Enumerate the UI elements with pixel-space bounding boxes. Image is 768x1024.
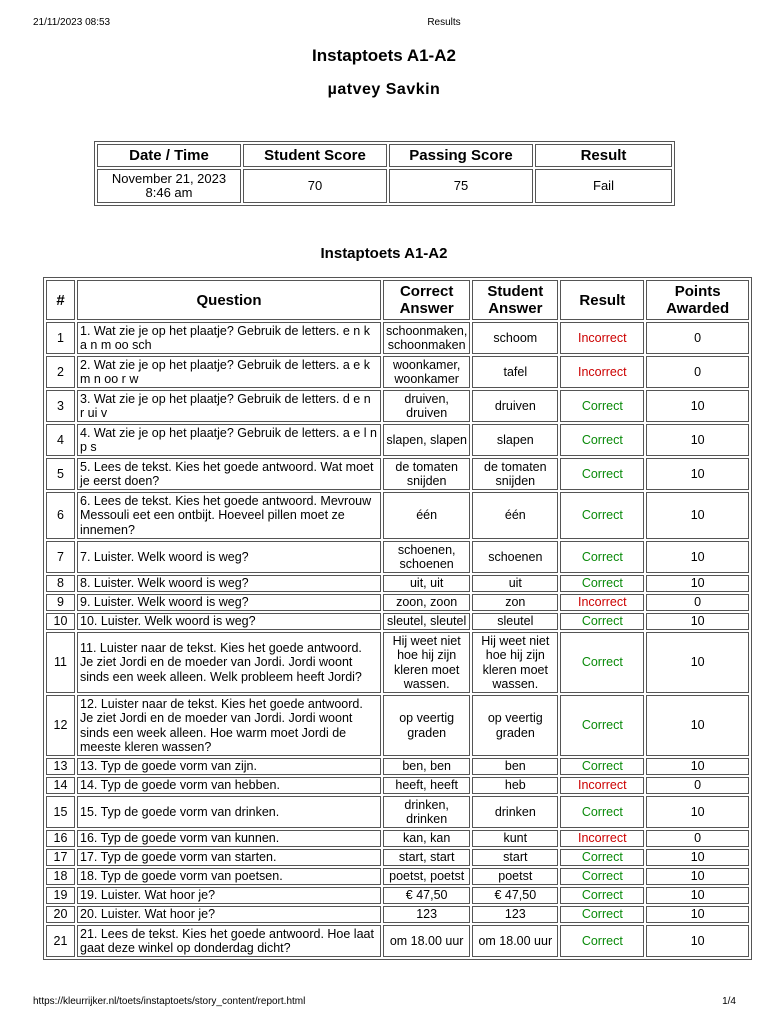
row-question: 13. Typ de goede vorm van zijn.	[77, 758, 381, 775]
page-title: Instaptoets A1-A2	[312, 46, 456, 65]
summary-datetime	[97, 169, 241, 203]
row-correct-answer: kan, kan	[383, 830, 470, 847]
row-student-answer: om 18.00 uur	[472, 925, 558, 957]
row-correct-answer: om 18.00 uur	[383, 925, 470, 957]
header-points: Points Awarded	[646, 280, 749, 320]
row-num: 13	[46, 758, 75, 775]
header-result: Result	[560, 280, 644, 320]
row-question: 3. Wat zie je op het plaatje? Gebruik de letters. d e n r ui v	[77, 390, 381, 422]
row-correct-answer: 123	[383, 906, 470, 923]
print-datetime: 21/11/2023 08:53	[33, 17, 111, 28]
row-correct-answer: zoon, zoon	[383, 594, 470, 611]
table-row	[46, 906, 749, 923]
summary-result: Fail	[535, 169, 672, 203]
row-points: 10	[646, 613, 749, 630]
table-row	[46, 695, 749, 756]
row-points: 0	[646, 594, 749, 611]
row-result: Correct	[560, 575, 644, 592]
row-student-answer: schoenen	[472, 541, 558, 573]
row-question: 20. Luister. Wat hoor je?	[77, 906, 381, 923]
header-num: #	[46, 280, 75, 320]
row-points: 10	[646, 758, 749, 775]
row-question: 2. Wat zie je op het plaatje? Gebruik de letters. a e k m n oo r w	[77, 356, 381, 388]
row-correct-answer: de tomaten snijden	[383, 458, 470, 490]
row-points: 10	[646, 424, 749, 456]
row-num: 14	[46, 777, 75, 794]
header-student-answer: Student Answer	[472, 280, 558, 320]
row-result: Correct	[560, 458, 644, 490]
row-question: 15. Typ de goede vorm van drinken.	[77, 796, 381, 828]
row-correct-answer: ben, ben	[383, 758, 470, 775]
row-student-answer: uit	[472, 575, 558, 592]
row-points: 10	[646, 492, 749, 539]
row-num: 16	[46, 830, 75, 847]
row-result: Incorrect	[560, 322, 644, 354]
table-row	[46, 777, 749, 794]
table-row	[46, 492, 749, 539]
summary-passing-score: 75	[389, 169, 533, 203]
row-result: Correct	[560, 613, 644, 630]
row-correct-answer: één	[383, 492, 470, 539]
header-question: Question	[77, 280, 381, 320]
summary-header-passing-score: Passing Score	[389, 144, 533, 167]
row-num: 10	[46, 613, 75, 630]
row-result: Correct	[560, 868, 644, 885]
row-correct-answer: drinken, drinken	[383, 796, 470, 828]
row-result: Correct	[560, 796, 644, 828]
row-result: Correct	[560, 541, 644, 573]
row-points: 10	[646, 887, 749, 904]
row-result: Incorrect	[560, 356, 644, 388]
row-num: 1	[46, 322, 75, 354]
row-points: 10	[646, 695, 749, 756]
row-num: 7	[46, 541, 75, 573]
row-correct-answer: heeft, heeft	[383, 777, 470, 794]
row-student-answer: € 47,50	[472, 887, 558, 904]
table-row	[46, 925, 749, 957]
row-question: 12. Luister naar de tekst. Kies het goede antwoord. Je ziet Jordi en de moeder van Jordi. Jordi woont sinds een week alleen. Hoe warm moet Jordi de meeste kleren wassen?	[77, 695, 381, 756]
row-question: 16. Typ de goede vorm van kunnen.	[77, 830, 381, 847]
table-row	[46, 458, 749, 490]
row-num: 6	[46, 492, 75, 539]
results-title: Instaptoets A1-A2	[320, 245, 448, 262]
header-correct-answer: Correct Answer	[383, 280, 470, 320]
row-question: 1. Wat zie je op het plaatje? Gebruik de letters. e n k a n m oo sch	[77, 322, 381, 354]
row-num: 19	[46, 887, 75, 904]
row-question: 18. Typ de goede vorm van poetsen.	[77, 868, 381, 885]
footer-url: https://kleurrijker.nl/toets/instaptoets/story_content/report.html	[33, 996, 306, 1007]
row-num: 8	[46, 575, 75, 592]
row-correct-answer: druiven, druiven	[383, 390, 470, 422]
row-student-answer: Hij weet niet hoe hij zijn kleren moet wassen.	[472, 632, 558, 693]
row-num: 15	[46, 796, 75, 828]
summary-header-student-score: Student Score	[243, 144, 387, 167]
row-points: 10	[646, 541, 749, 573]
row-points: 10	[646, 390, 749, 422]
row-points: 10	[646, 906, 749, 923]
row-points: 10	[646, 458, 749, 490]
table-row	[46, 594, 749, 611]
row-result: Incorrect	[560, 777, 644, 794]
summary-header-result: Result	[535, 144, 672, 167]
row-student-answer: tafel	[472, 356, 558, 388]
row-num: 11	[46, 632, 75, 693]
table-row	[46, 868, 749, 885]
table-row	[46, 356, 749, 388]
row-student-answer: start	[472, 849, 558, 866]
row-student-answer: de tomaten snijden	[472, 458, 558, 490]
row-correct-answer: sleutel, sleutel	[383, 613, 470, 630]
row-result: Correct	[560, 492, 644, 539]
row-result: Incorrect	[560, 594, 644, 611]
row-student-answer: schoom	[472, 322, 558, 354]
row-points: 0	[646, 322, 749, 354]
summary-header-row	[97, 144, 672, 167]
row-question: 6. Lees de tekst. Kies het goede antwoord. Mevrouw Messouli eet een ontbijt. Hoeveel pillen moet ze innemen?	[77, 492, 381, 539]
row-points: 10	[646, 632, 749, 693]
table-row	[46, 424, 749, 456]
row-points: 0	[646, 777, 749, 794]
print-page-title: Results	[427, 17, 461, 28]
row-points: 10	[646, 849, 749, 866]
summary-header-datetime: Date / Time	[97, 144, 241, 167]
results-table	[43, 277, 752, 960]
row-student-answer: druiven	[472, 390, 558, 422]
row-num: 20	[46, 906, 75, 923]
summary-table	[94, 141, 675, 206]
table-row	[46, 758, 749, 775]
row-question: 8. Luister. Welk woord is weg?	[77, 575, 381, 592]
row-question: 17. Typ de goede vorm van starten.	[77, 849, 381, 866]
row-result: Correct	[560, 906, 644, 923]
row-correct-answer: woonkamer, woonkamer	[383, 356, 470, 388]
summary-time: 8:46 am	[145, 185, 193, 200]
row-result: Incorrect	[560, 830, 644, 847]
row-num: 5	[46, 458, 75, 490]
row-student-answer: op veertig graden	[472, 695, 558, 756]
row-result: Correct	[560, 632, 644, 693]
row-correct-answer: schoonmaken, schoonmaken	[383, 322, 470, 354]
row-correct-answer: uit, uit	[383, 575, 470, 592]
table-row	[46, 830, 749, 847]
summary-date: November 21, 2023	[111, 171, 227, 186]
row-points: 10	[646, 868, 749, 885]
row-correct-answer: Hij weet niet hoe hij zijn kleren moet wassen.	[383, 632, 470, 693]
table-row	[46, 322, 749, 354]
row-num: 17	[46, 849, 75, 866]
row-question: 7. Luister. Welk woord is weg?	[77, 541, 381, 573]
row-result: Correct	[560, 758, 644, 775]
row-points: 0	[646, 356, 749, 388]
row-num: 9	[46, 594, 75, 611]
row-student-answer: slapen	[472, 424, 558, 456]
row-result: Correct	[560, 925, 644, 957]
row-student-answer: sleutel	[472, 613, 558, 630]
table-row	[46, 541, 749, 573]
row-student-answer: drinken	[472, 796, 558, 828]
row-correct-answer: op veertig graden	[383, 695, 470, 756]
results-header-row	[46, 280, 749, 320]
row-question: 21. Lees de tekst. Kies het goede antwoord. Hoe laat gaat deze winkel op donderdag dicht?	[77, 925, 381, 957]
row-student-answer: poetst	[472, 868, 558, 885]
row-correct-answer: € 47,50	[383, 887, 470, 904]
table-row	[46, 796, 749, 828]
row-student-answer: 123	[472, 906, 558, 923]
row-num: 4	[46, 424, 75, 456]
row-question: 19. Luister. Wat hoor je?	[77, 887, 381, 904]
row-student-answer: één	[472, 492, 558, 539]
row-question: 9. Luister. Welk woord is weg?	[77, 594, 381, 611]
row-student-answer: zon	[472, 594, 558, 611]
row-num: 2	[46, 356, 75, 388]
row-num: 21	[46, 925, 75, 957]
row-num: 18	[46, 868, 75, 885]
row-correct-answer: schoenen, schoenen	[383, 541, 470, 573]
row-question: 10. Luister. Welk woord is weg?	[77, 613, 381, 630]
table-row	[46, 887, 749, 904]
row-points: 0	[646, 830, 749, 847]
table-row	[46, 849, 749, 866]
table-row	[46, 575, 749, 592]
row-question: 11. Luister naar de tekst. Kies het goede antwoord. Je ziet Jordi en de moeder van Jordi. Jordi woont sinds een week alleen. Welk probleem heeft Jordi?	[77, 632, 381, 693]
row-result: Correct	[560, 390, 644, 422]
summary-student-score: 70	[243, 169, 387, 203]
row-question: 14. Typ de goede vorm van hebben.	[77, 777, 381, 794]
row-num: 12	[46, 695, 75, 756]
row-result: Correct	[560, 695, 644, 756]
summary-row	[97, 169, 672, 203]
footer-page-number: 1/4	[722, 996, 736, 1007]
row-correct-answer: slapen, slapen	[383, 424, 470, 456]
row-correct-answer: start, start	[383, 849, 470, 866]
row-result: Correct	[560, 424, 644, 456]
row-result: Correct	[560, 887, 644, 904]
row-num: 3	[46, 390, 75, 422]
row-question: 4. Wat zie je op het plaatje? Gebruik de letters. a e l n p s	[77, 424, 381, 456]
row-student-answer: ben	[472, 758, 558, 775]
row-points: 10	[646, 575, 749, 592]
row-correct-answer: poetst, poetst	[383, 868, 470, 885]
row-student-answer: kunt	[472, 830, 558, 847]
table-row	[46, 390, 749, 422]
row-points: 10	[646, 925, 749, 957]
row-result: Correct	[560, 849, 644, 866]
row-points: 10	[646, 796, 749, 828]
row-student-answer: heb	[472, 777, 558, 794]
student-name: µatvey Savkin	[327, 81, 441, 98]
row-question: 5. Lees de tekst. Kies het goede antwoord. Wat moet je eerst doen?	[77, 458, 381, 490]
table-row	[46, 613, 749, 630]
table-row	[46, 632, 749, 693]
